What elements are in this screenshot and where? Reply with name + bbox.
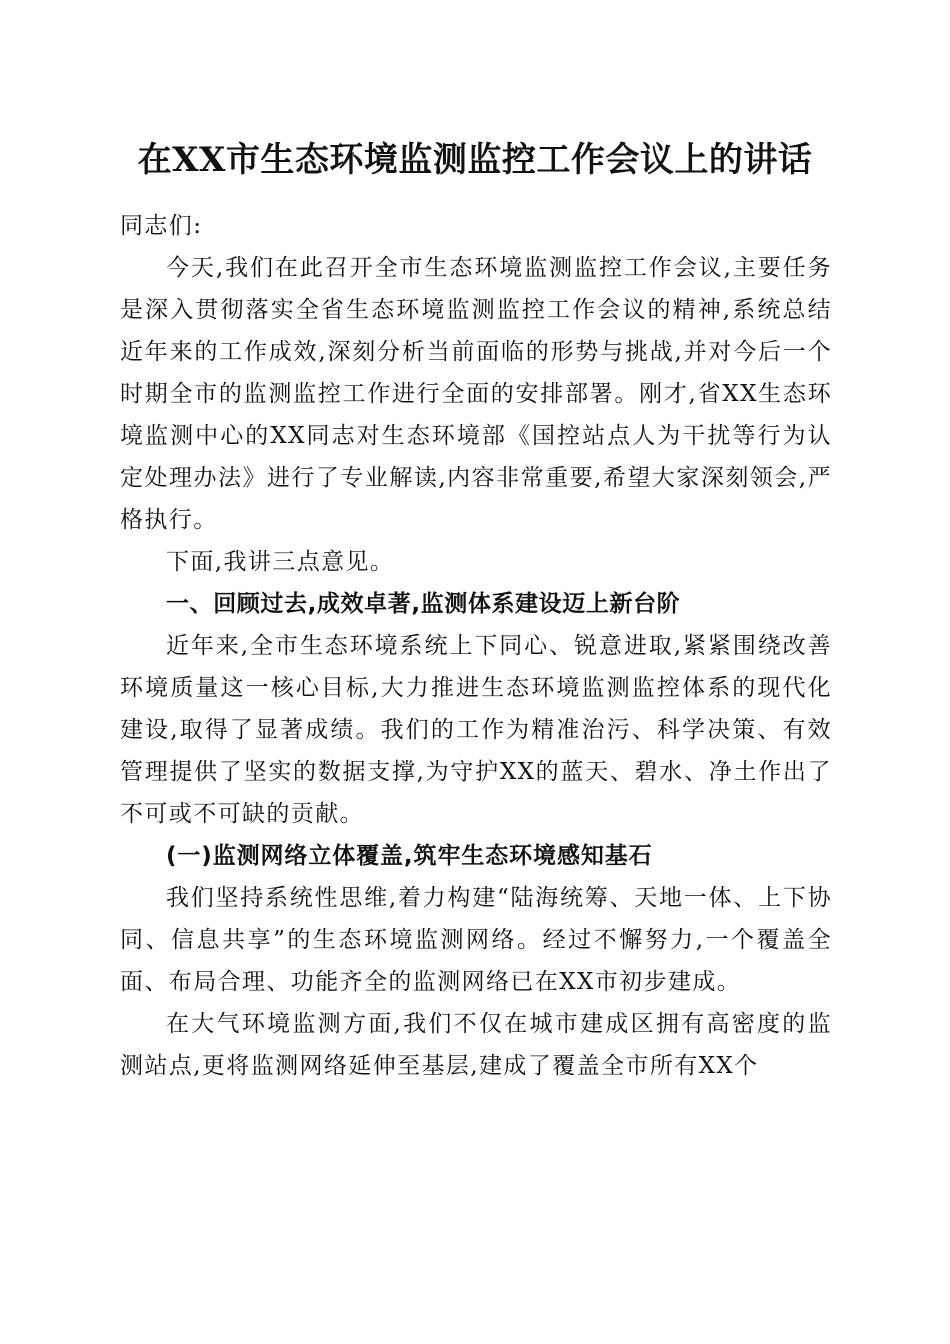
intro-paragraph: 今天,我们在此召开全市生态环境监测监控工作会议,主要任务是深入贯彻落实全省生态环境监测监控工作会议的精神,系统总结近年来的工作成效,深刻分析当前面临的形势与挑战,并对今后一个时期全市的监测监控工作进行全面的安排部署。刚才,省XX生态环境监测中心的XX同志对生态环境部《国控站点人为干扰等行为认定处理办法》进行了专业解读,内容非常重要,希望大家深刻领会,严格执行。 xyxy=(120,255,832,533)
salutation: 同志们: xyxy=(120,213,203,239)
outline-paragraph: 下面,我讲三点意见。 xyxy=(166,549,395,575)
document-body xyxy=(120,205,832,1087)
document-title: 在XX市生态环境监测监控工作会议上的讲话 xyxy=(137,140,813,180)
section-1-paragraph: 近年来,全市生态环境系统上下同心、锐意进取,紧紧围绕改善环境质量这一核心目标,大力推进生态环境监测监控体系的现代化建设,取得了显著成绩。我们的工作为精准治污、科学决策、有效管理提供了坚实的数据支撑,为守护XX的蓝天、碧水、净土作出了不可或不可缺的贡献。 xyxy=(120,633,832,827)
subsection-1-1-paragraph-2: 在大气环境监测方面,我们不仅在城市建成区拥有高密度的监测站点,更将监测网络延伸至基层,建成了覆盖全市所有XX个 xyxy=(120,1011,832,1079)
section-heading-1: 一、回顾过去,成效卓著,监测体系建设迈上新台阶 xyxy=(166,591,681,617)
subsection-1-1-paragraph-1: 我们坚持系统性思维,着力构建“陆海统筹、天地一体、上下协同、信息共享”的生态环境监测网络。经过不懈努力,一个覆盖全面、布局合理、功能齐全的监测网络已在XX市初步建成。 xyxy=(120,885,832,995)
subsection-heading-1-1: (一)监测网络立体覆盖,筑牢生态环境感知基石 xyxy=(166,843,653,869)
